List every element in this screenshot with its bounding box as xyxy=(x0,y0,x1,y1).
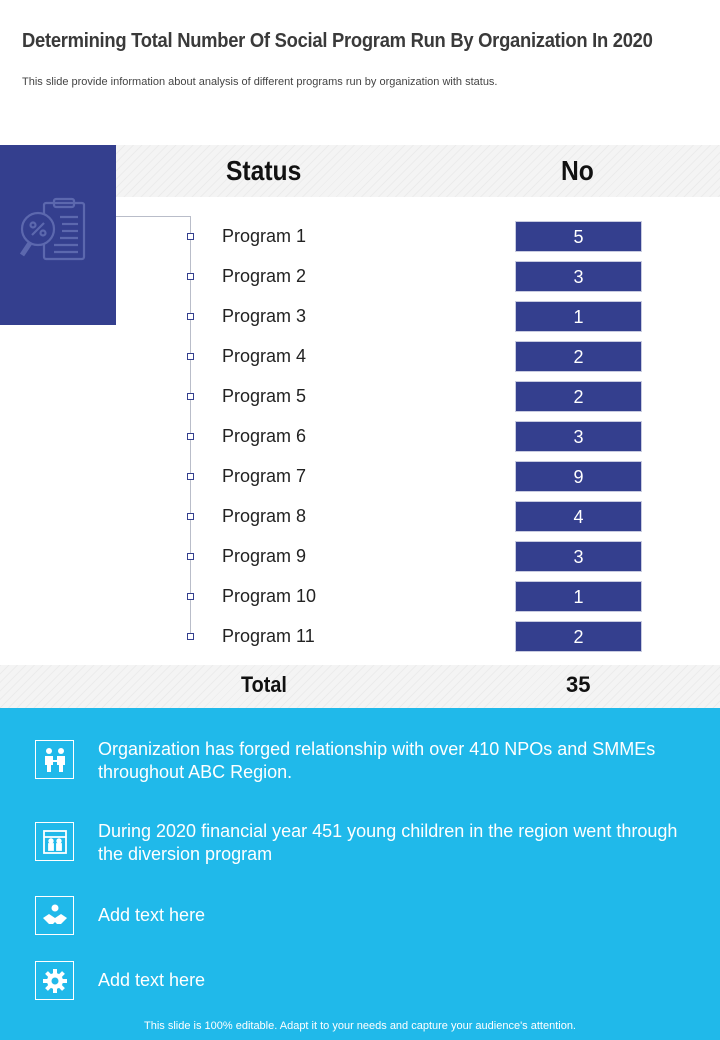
program-count: 9 xyxy=(515,461,642,492)
program-count: 2 xyxy=(515,381,642,412)
people-icon xyxy=(35,740,74,779)
table-header-band xyxy=(116,145,720,197)
program-label: Program 6 xyxy=(222,426,307,446)
table-row xyxy=(0,496,720,536)
info-text: Organization has forged relationship with over 410 NPOs and SMMEs throughout ABC Region. xyxy=(98,739,656,782)
footer-note: This slide is 100% editable. Adapt it to your needs and capture your audience's attention. xyxy=(144,1020,576,1032)
bullet-square-icon xyxy=(187,553,194,560)
gear-icon xyxy=(35,961,74,1000)
program-label: Program 9 xyxy=(222,546,307,566)
total-value: 35 xyxy=(566,672,591,697)
bullet-square-icon xyxy=(187,593,194,600)
program-label: Program 10 xyxy=(222,586,317,606)
program-label: Program 4 xyxy=(222,346,307,366)
children-icon xyxy=(35,822,74,861)
info-text: Add text here xyxy=(98,905,206,925)
program-count: 4 xyxy=(515,501,642,532)
table-row xyxy=(0,456,720,496)
total-label: Total xyxy=(241,672,287,697)
table-row xyxy=(0,416,720,456)
program-label: Program 3 xyxy=(222,306,307,326)
program-count: 2 xyxy=(515,621,642,652)
program-count: 1 xyxy=(515,581,642,612)
table-row xyxy=(0,216,720,256)
program-label: Program 5 xyxy=(222,386,307,406)
status-column-header: Status xyxy=(226,155,302,186)
program-count: 5 xyxy=(515,221,642,252)
bullet-square-icon xyxy=(187,273,194,280)
handshake-icon xyxy=(35,896,74,935)
info-text: During 2020 financial year 451 young children in the region went through the diversion program xyxy=(98,821,678,864)
program-label: Program 7 xyxy=(222,466,307,486)
program-label: Program 1 xyxy=(222,226,307,246)
table-row xyxy=(0,296,720,336)
program-count: 3 xyxy=(515,421,642,452)
bullet-square-icon xyxy=(187,313,194,320)
program-count: 2 xyxy=(515,341,642,372)
bullet-square-icon xyxy=(187,433,194,440)
program-count: 3 xyxy=(515,261,642,292)
no-column-header: No xyxy=(561,155,594,186)
bullet-square-icon xyxy=(187,353,194,360)
info-panel xyxy=(0,708,720,1040)
table-row xyxy=(0,536,720,576)
program-label: Program 11 xyxy=(222,626,315,646)
page-title: Determining Total Number Of Social Program Run By Organization In 2020 xyxy=(22,30,653,52)
bullet-square-icon xyxy=(187,393,194,400)
page-subtitle: This slide provide information about analysis of different programs run by organization with status. xyxy=(22,76,498,88)
bullet-square-icon xyxy=(187,513,194,520)
bullet-square-icon xyxy=(187,633,194,640)
program-count: 1 xyxy=(515,301,642,332)
program-label: Program 2 xyxy=(222,266,307,286)
table-row xyxy=(0,376,720,416)
table-row xyxy=(0,576,720,616)
program-count: 3 xyxy=(515,541,642,572)
table-row xyxy=(0,616,720,656)
total-band xyxy=(0,665,720,708)
program-label: Program 8 xyxy=(222,506,307,526)
bullet-square-icon xyxy=(187,473,194,480)
info-text: Add text here xyxy=(98,970,206,990)
table-row xyxy=(0,336,720,376)
bullet-square-icon xyxy=(187,233,194,240)
table-row xyxy=(0,256,720,296)
